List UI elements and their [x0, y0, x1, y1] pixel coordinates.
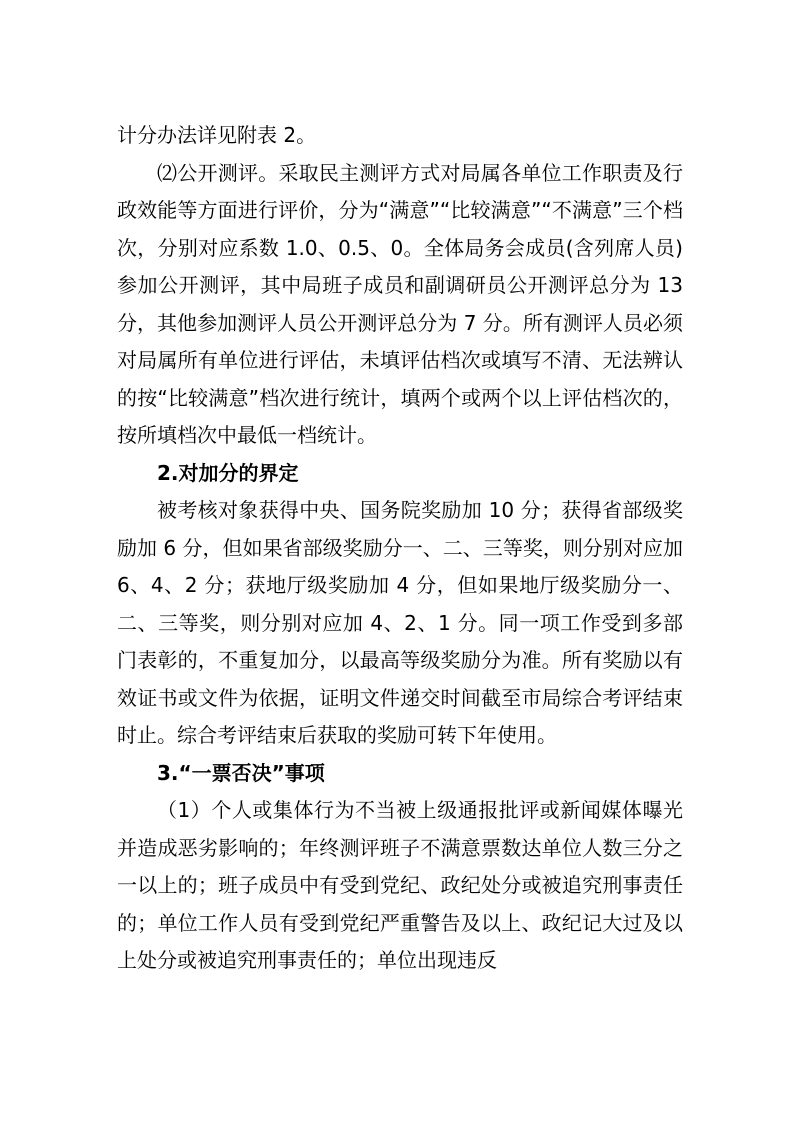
section-heading-bonus: 2.对加分的界定 [157, 460, 299, 485]
document-body [117, 117, 683, 980]
paragraph-bonus-definition: 被考核对象获得中央、国务院奖励加 10 分；获得省部级奖励加 6 分，但如果省部级奖励分一、二、三等奖，则分别对应加 6、4、2 分；获地厅级奖励加 4 分，但如果地厅级奖励分一、二、三等奖，则分别对应加 4、2、1 分。同一项工作受到多部门表彰的，不重复加分，以最高等级奖励分为准。所有奖励以有效证书或文件为依据，证明文件递交时间截至市局综合考评结束时止。综合考评结束后获取的奖励可转下年使用。 [117, 498, 683, 747]
section-heading-veto: 3.“一票否决”事项 [157, 760, 325, 785]
paragraph-public-evaluation: ⑵公开测评。采取民主测评方式对局属各单位工作职责及行政效能等方面进行评价，分为“满意”“比较满意”“不满意”三个档次，分别对应系数 1.0、0.5、0。全体局务会成员(含列席人员)参加公开测评，其中局班子成员和副调研员公开测评总分为 13 分，其他参加测评人员公开测评总分为 7 分。所有测评人员必须对局属所有单位进行评估，未填评估档次或填写不清、无法辨认的按“比较满意”档次进行统计，填两个或两个以上评估档次的，按所填档次中最低一档统计。 [117, 160, 683, 447]
paragraph-calc-method-note: 计分办法详见附表 2。 [117, 123, 317, 147]
paragraph-veto-item-1: （1）个人或集体行为不当被上级通报批评或新闻媒体曝光并造成恶劣影响的；年终测评班子不满意票数达单位人数三分之一以上的；班子成员中有受到党纪、政纪处分或被追究刑事责任的；单位工作人员有受到党纪严重警告及以上、政纪记大过及以上处分或被追究刑事责任的；单位出现违反 [117, 798, 683, 972]
